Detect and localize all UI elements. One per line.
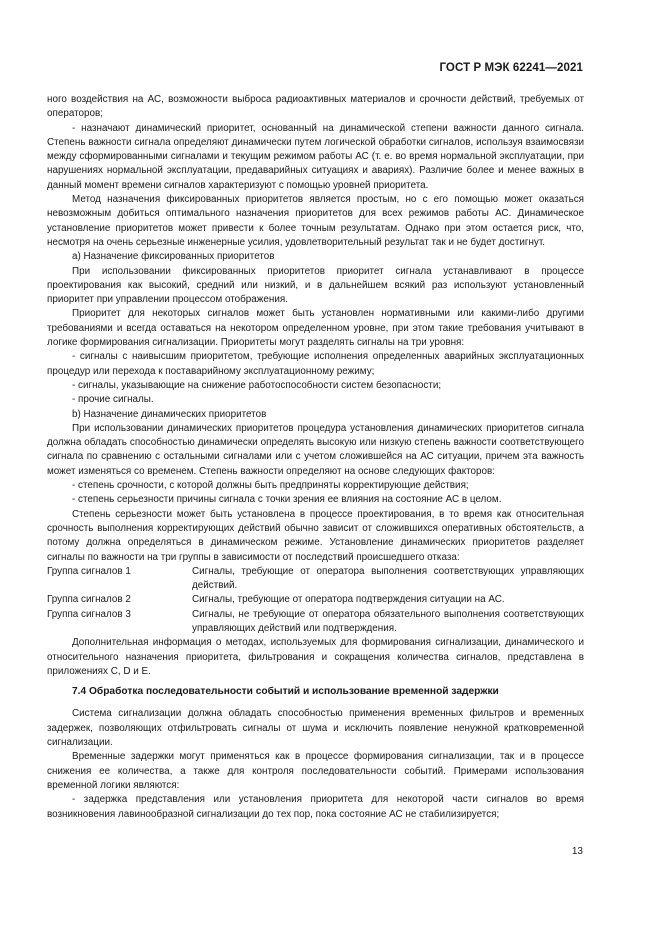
signal-group-description: Сигналы, требующие от оператора подтверждения ситуации на АС. [192,594,505,606]
signal-group-row [47,593,584,607]
list-item: - прочие сигналы. [72,394,154,406]
signal-groups-list [47,565,584,636]
list-item: - степень срочности, с которой должны быть предприняты корректирующие действия; [72,480,469,492]
list-item: - сигналы с наивысшим приоритетом, требующие исполнения определенных аварийных эксплуатационных процедур или перехода к поставарийному эксплуатационному режиму; [47,351,584,377]
paragraph: Временные задержки могут применяться как в процессе формирования сигнализации, так и в процессе снижения ее количества, а также для контроля последовательности событий. Примерами использования временной логики являются: [47,751,584,791]
paragraph: При использовании динамических приоритетов процедура установления динамических приоритетов сигнала должна обладать способностью динамически определять высокую или низкую степень важности соответствующего сигнала по сравнению с остальными сигналами или с учетом сложившейся на АС ситуации, причем эта важность может изменяться со временем. Степень важности определяют на основе следующих факторов: [47,422,584,477]
subheading-fixed-priorities: a) Назначение фиксированных приоритетов [72,251,275,263]
list-item: - задержка представления или установления приоритета для некоторой части сигналов во время возникновения лавинообразной сигнализации до тех пор, пока состояние АС не стабилизируется; [47,794,584,820]
page-number: 13 [571,846,583,857]
signal-group-name: Группа сигналов 3 [47,608,131,620]
paragraph: Система сигнализации должна обладать способностью применения временных фильтров и временных задержек, позволяющих отфильтровать сигналы от шума и исключить появление ненужной кратковременной сигнализации. [47,708,584,749]
paragraph: Дополнительная информация о методах, используемых для формирования сигнализации, динамического и относительного назначения приоритета, фильтрования и сокращения количества сигналов, представлена в приложениях C, D и E. [47,637,584,677]
signal-group-description: Сигналы, требующие от оператора выполнения соответствующих управляющих действий. [192,565,584,592]
section-title: 7.4 Обработка последовательности событий и использование временной задержки [72,686,499,698]
paragraph: ного воздействия на АС, возможности выброса радиоактивных материалов и срочности действий, требуемых от операторов; [47,94,584,120]
paragraph: При использовании фиксированных приоритетов приоритет сигнала устанавливают в процессе проектирования как высокий, средний или низкий, и в дальнейшем всякий раз используют установленный приоритет при управлении процессом отображения. [47,265,584,306]
signal-group-row [47,565,584,594]
signal-group-name: Группа сигналов 2 [47,594,131,606]
page-body [47,93,584,822]
paragraph: Метод назначения фиксированных приоритетов является простым, но с его помощью может оказаться невозможным добиться оптимального назначения приоритетов для всех режимов работы АС. Динамическое установление приоритетов может привести к более точным результатам. Однако при этом остается риск, что, несмотря на очень серьезные инженерные усилия, удовлетворительный результат так и не будет достигнут. [47,194,584,248]
subheading-dynamic-priorities: b) Назначение динамических приоритетов [72,408,267,420]
signal-group-description: Сигналы, не требующие от оператора обязательного выполнения соответствующих управляющих действий или подтверждения. [192,608,584,634]
signal-group-row [47,608,584,637]
paragraph: Приоритет для некоторых сигналов может быть установлен нормативными или какими-либо другими требованиями и всегда оставаться на некотором определенном уровне, при этом такие требования учитывают в логике формирования сигнализации. Приоритеты могут разделять сигналы на три уровня: [47,308,584,349]
document-header: ГОСТ Р МЭК 62241—2021 [439,62,583,74]
paragraph: Степень серьезности может быть установлена в процессе проектирования, в то время как относительная срочность выполнения корректирующих действий обычно зависит от сложившихся оперативных обстоятельств, а потому должна определяться в динамическом режиме. Установление динамических приоритетов разделяет сигналы по важности на три группы в зависимости от последствий происшедшего отказа: [47,508,584,563]
list-item: - назначают динамический приоритет, основанный на динамической степени важности данного сигнала. Степень важности сигнала определяют динамически путем логической обработки сигналов, используя взаимосвязи между сформированными сигналами и текущим режимом работы АС (т. е. во время нормальной эксплуатации, при нарушениях нормальной эксплуатации, предаварийных ситуациях и авариях). Различие более и менее важных в данный момент времени сигналов характеризуют с помощью уровней приоритета. [47,122,584,191]
signal-group-name: Группа сигналов 1 [47,565,131,577]
list-item: - степень серьезности причины сигнала с точки зрения ее влияния на состояние АС в целом. [72,494,502,506]
list-item: - сигналы, указывающие на снижение работоспособности систем безопасности; [72,379,442,391]
